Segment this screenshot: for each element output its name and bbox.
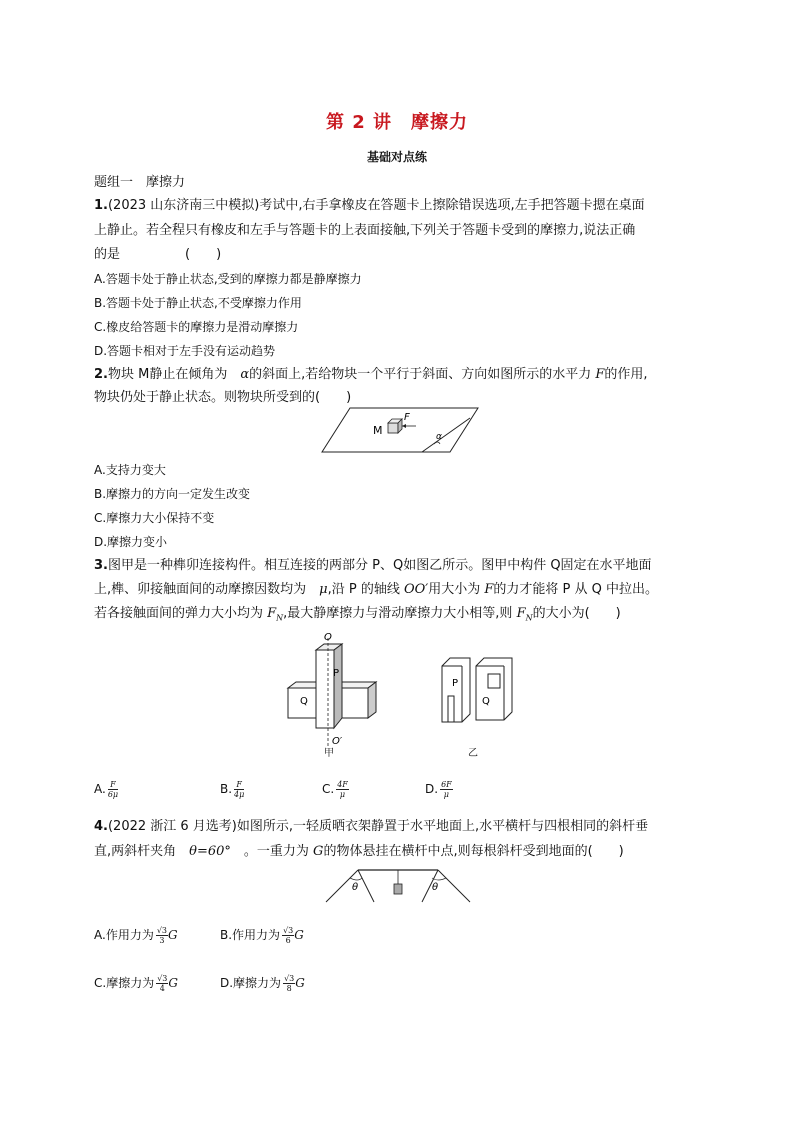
q2-label-alpha: α — [436, 432, 442, 442]
q4-opt-d-G: G — [295, 976, 305, 990]
q3-opt-b-label: B. — [220, 782, 233, 796]
q3-figure-yi — [436, 652, 526, 732]
q4-angle-left — [350, 878, 362, 880]
q4-opt-c-label: C.摩擦力为 — [94, 976, 155, 990]
q2-option-c: C.摩擦力大小保持不变 — [94, 511, 215, 525]
page-title: 第 2 讲 摩擦力 — [325, 112, 469, 133]
jia-label-O: O — [324, 632, 332, 643]
yi-p-slot — [448, 696, 454, 722]
q2-text-1c: 的作用, — [604, 367, 648, 382]
q4-opt-a-G: G — [168, 928, 178, 942]
q3-option-b — [220, 780, 244, 799]
q1-option-c: C.橡皮给答题卡的摩擦力是滑动摩擦力 — [94, 320, 299, 334]
q3-opt-a-den: 6μ — [107, 790, 119, 799]
q4-opt-c-den: 4 — [159, 984, 165, 993]
q4-text-2c: 的物体悬挂在横杆中点,则每根斜杆受到地面的( ) — [323, 844, 624, 859]
q3-text-2c: 用大小为 — [428, 582, 485, 597]
q3-opt-c-num: 4F — [337, 780, 348, 789]
q4-line-1 — [94, 818, 648, 836]
q3-opt-a-frac — [108, 780, 118, 799]
q4-theta-left: θ — [352, 882, 359, 893]
q3-axis: OO′ — [403, 582, 429, 597]
q3-FN-2: F — [516, 606, 526, 621]
q2-text-1a: 物块 M静止在倾角为 — [107, 367, 241, 382]
q3-opt-b-num: F — [234, 780, 244, 790]
q4-opt-d-label: D.摩擦力为 — [220, 976, 282, 990]
q4-number: 4. — [94, 819, 108, 834]
q1-line-2: 上静止。若全程只有橡皮和左手与答题卡的上表面接触,下列关于答题卡受到的摩擦力,说法正确 — [94, 223, 636, 238]
q3-text-3c: 的大小为( ) — [532, 606, 621, 621]
q4-option-c — [94, 974, 178, 993]
q4-line-2 — [94, 843, 624, 861]
q3-line-2 — [94, 581, 658, 599]
q3-text-1: 图甲是一种榫卯连接构件。相互连接的两部分 P、Q如图乙所示。图甲中构件 Q固定在水平地面 — [107, 558, 652, 573]
q1-option-a: A.答题卡处于静止状态,受到的摩擦力都是静摩擦力 — [94, 272, 362, 286]
q1-option-b: B.答题卡处于静止状态,不受摩擦力作用 — [94, 296, 302, 310]
q4-opt-c-num: √3 — [157, 974, 168, 983]
q3-FN: F — [267, 606, 277, 621]
q3-mu: μ — [319, 582, 328, 597]
jia-label-O2: O′ — [332, 736, 343, 747]
q3-line-3 — [94, 605, 621, 628]
q3-opt-c-frac — [336, 780, 349, 799]
q3-number: 3. — [94, 558, 108, 573]
q1-text-1: (2023 山东济南三中模拟)考试中,右手拿橡皮在答题卡上擦除错误选项,左手把答题卡摁在桌面 — [107, 198, 645, 213]
q3-option-d — [425, 780, 453, 799]
q4-text-2a: 直,两斜杆夹角 — [94, 844, 190, 859]
yi-p-piece — [442, 658, 470, 722]
q2-incline — [422, 418, 470, 452]
jia-p-front — [316, 650, 334, 728]
q3-line-1 — [94, 557, 652, 575]
q4-opt-a-num: √3 — [156, 926, 168, 935]
q4-opt-b-label: B.作用力为 — [220, 928, 281, 942]
q3-opt-a-label: A. — [94, 782, 106, 796]
q4-opt-a-den: 3 — [159, 936, 165, 945]
q3-option-c — [322, 780, 349, 799]
q3-opt-d-num: 6F — [441, 780, 452, 789]
q3-opt-c-den: μ — [339, 790, 346, 799]
q3-opt-d-label: D. — [425, 782, 439, 796]
q4-figure — [318, 866, 478, 904]
q3-opt-d-frac — [440, 780, 453, 799]
q2-F: F — [595, 367, 605, 382]
yi-label-Q: Q — [482, 696, 490, 707]
q2-option-b: B.摩擦力的方向一定发生改变 — [94, 487, 251, 501]
q4-opt-c-G: G — [168, 976, 178, 990]
yi-q-piece — [476, 658, 512, 720]
q3-caption-yi: 乙 — [468, 748, 478, 759]
q3-caption-jia: 甲 — [324, 748, 334, 759]
q4-weight — [394, 884, 402, 894]
q3-opt-a-num: F — [108, 780, 118, 790]
q4-opt-a-label: A.作用力为 — [94, 928, 154, 942]
jia-p-side — [334, 644, 342, 728]
q3-figure-jia — [280, 630, 390, 760]
q4-opt-d-num: √3 — [284, 974, 295, 983]
q1-number: 1. — [94, 198, 108, 213]
q4-opt-b-G: G — [294, 928, 304, 942]
q2-option-d: D.摩擦力变小 — [94, 535, 168, 549]
q3-opt-b-den: 4μ — [234, 790, 245, 799]
q4-theta-eq: θ=60° — [189, 844, 231, 859]
jia-label-Q: Q — [300, 696, 308, 707]
q3-opt-b-frac — [234, 780, 244, 799]
q4-opt-a-frac — [156, 926, 168, 945]
q2-text-1b: 的斜面上,若给物块一个平行于斜面、方向如图所示的水平力 — [249, 367, 596, 382]
yi-q-slot — [488, 674, 500, 688]
q4-option-a — [94, 926, 178, 945]
q2-line-2: 物块仍处于静止状态。则物块所受到的( ) — [94, 390, 352, 405]
q3-F: F — [484, 582, 494, 597]
q3-text-3a: 若各接触面间的弹力大小均为 — [94, 606, 268, 621]
yi-label-P: P — [452, 678, 459, 689]
q3-opt-c-label: C. — [322, 782, 335, 796]
q2-block — [388, 423, 398, 433]
q2-arrowhead — [402, 424, 406, 428]
q4-option-d — [220, 974, 305, 993]
q2-alpha: α — [240, 367, 250, 382]
q3-FN-sub-2: N — [525, 613, 533, 623]
q3-FN-sub: N — [276, 613, 284, 623]
q4-text-2b: 。一重力为 — [230, 844, 314, 859]
group-heading: 题组一 摩擦力 — [94, 175, 186, 190]
q4-opt-b-den: 6 — [285, 936, 291, 945]
q3-option-a — [94, 780, 118, 799]
q1-line-3: 的是 ( ) — [94, 247, 222, 262]
q4-opt-b-num: √3 — [283, 926, 294, 935]
q4-G: G — [313, 844, 324, 859]
q3-text-2a: 上,榫、卯接触面间的动摩擦因数均为 — [94, 582, 320, 597]
q2-line-1 — [94, 366, 648, 384]
q4-leg-right-outer — [438, 870, 470, 902]
q3-opt-d-den: μ — [443, 790, 449, 799]
q4-opt-d-frac — [283, 974, 295, 993]
q1-line-1 — [94, 197, 645, 215]
q4-theta-right: θ — [432, 882, 439, 893]
q1-option-d: D.答题卡相对于左手没有运动趋势 — [94, 344, 276, 358]
q2-option-a: A.支持力变大 — [94, 463, 166, 477]
q3-text-3b: ,最大静摩擦力与滑动摩擦力大小相等,则 — [283, 606, 517, 621]
q4-opt-d-den: 8 — [286, 984, 292, 993]
q4-option-b — [220, 926, 304, 945]
q3-text-2b: ,沿 P 的轴线 — [327, 582, 404, 597]
jia-q-side — [368, 682, 376, 718]
q4-leg-left-inner — [358, 870, 374, 902]
section-heading: 基础对点练 — [366, 150, 427, 164]
q2-label-M: M — [373, 424, 383, 437]
q2-figure — [320, 406, 480, 456]
q4-text-1: (2022 浙江 6 月选考)如图所示,一轻质晒衣架静置于水平地面上,水平横杆与四根相同的斜杆垂 — [107, 819, 649, 834]
q2-label-F: F — [404, 412, 410, 423]
jia-label-P: P — [333, 668, 340, 679]
q4-opt-b-frac — [282, 926, 294, 945]
q3-text-2d: 的力才能将 P 从 Q 中拉出。 — [493, 582, 659, 597]
q2-number: 2. — [94, 367, 108, 382]
q4-opt-c-frac — [156, 974, 168, 993]
